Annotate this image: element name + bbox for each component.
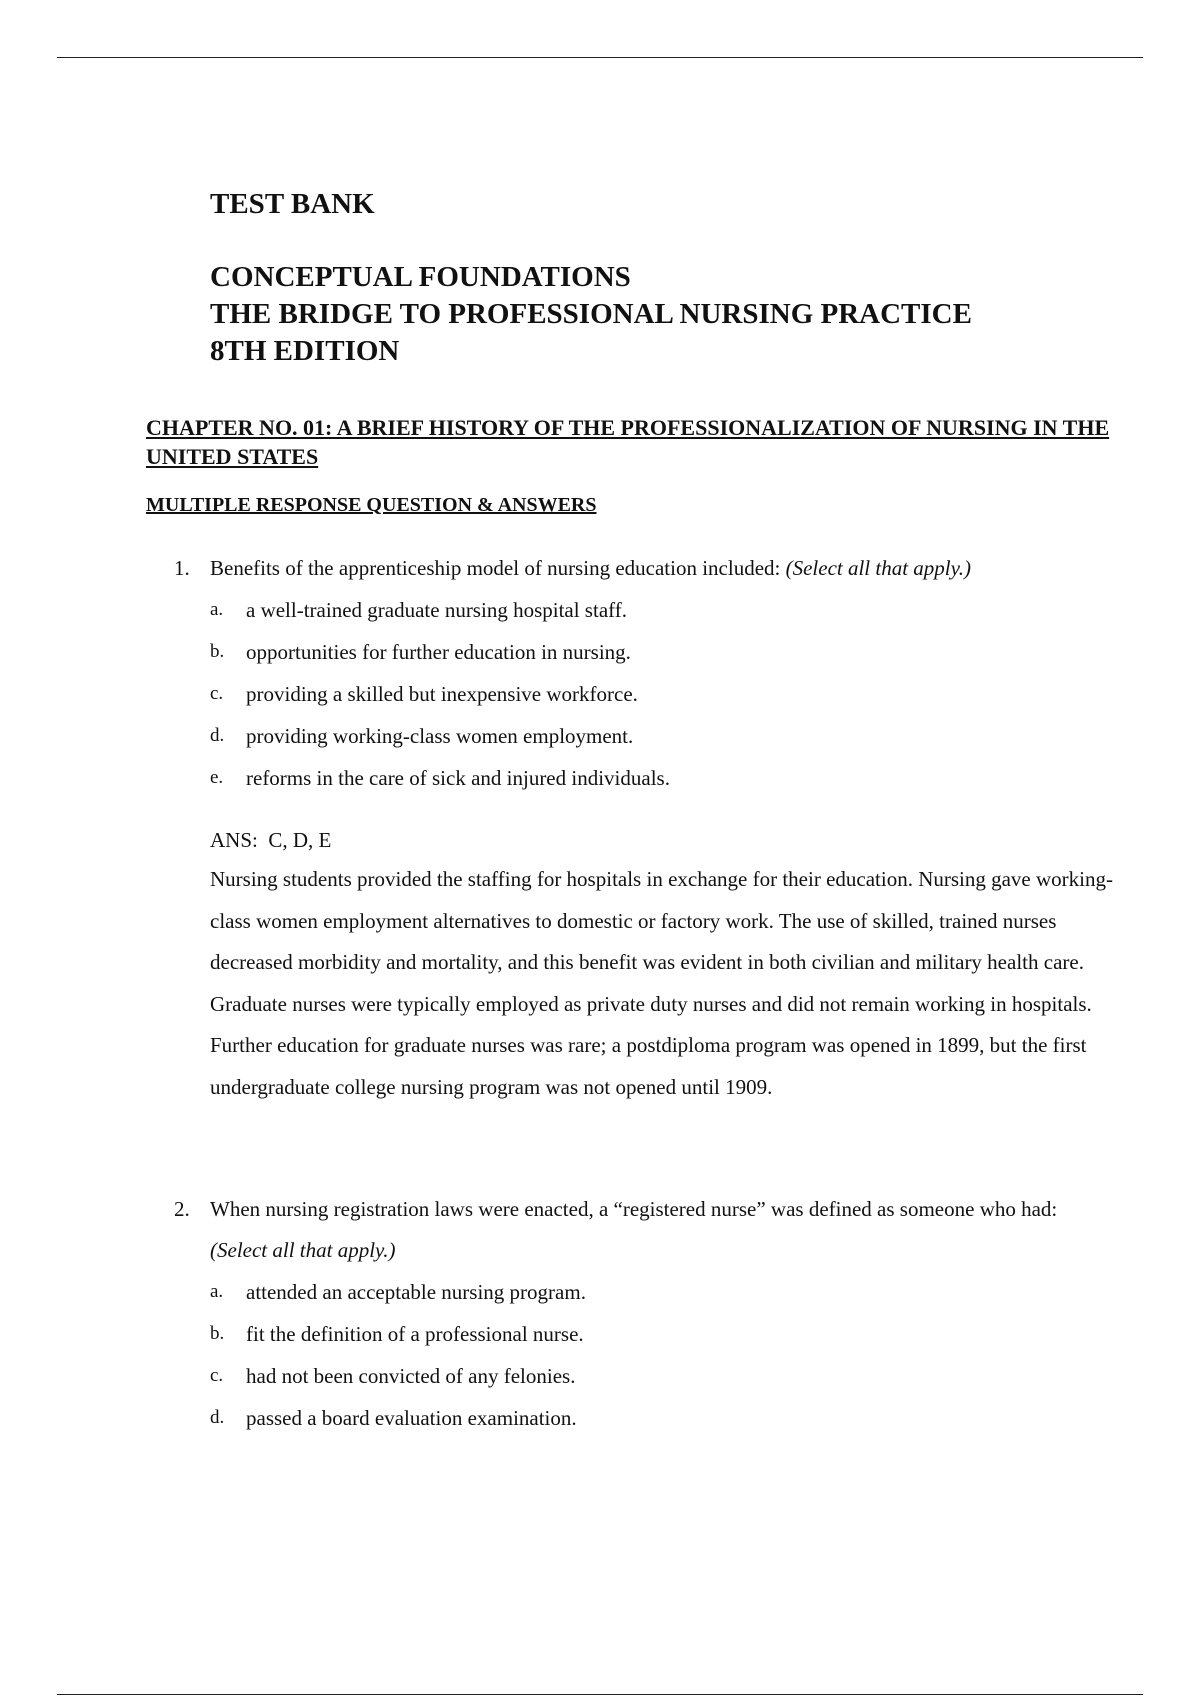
option-b — [0, 631, 1200, 673]
book-title-line-2: THE BRIDGE TO PROFESSIONAL NURSING PRACTICE — [210, 298, 972, 330]
option-d — [0, 1397, 1200, 1439]
bottom-rule — [57, 1694, 1143, 1695]
question-text: When nursing registration laws were enacted, a “registered nurse” was defined as someone who had: — [210, 1197, 1058, 1221]
option-text: reforms in the care of sick and injured individuals. — [246, 766, 670, 790]
option-text: attended an acceptable nursing program. — [246, 1280, 586, 1304]
option-text: providing a skilled but inexpensive workforce. — [246, 682, 638, 706]
question-instruction: (Select all that apply.) — [210, 1238, 396, 1262]
option-letter: b. — [210, 641, 225, 662]
option-text: a well-trained graduate nursing hospital staff. — [246, 598, 627, 622]
question-1 — [0, 548, 1200, 1108]
question-number: 2. — [174, 1197, 190, 1221]
title-block — [210, 186, 972, 370]
option-letter: c. — [210, 1365, 224, 1386]
top-rule — [57, 57, 1143, 58]
option-letter: d. — [210, 1407, 225, 1428]
book-title-line-1: CONCEPTUAL FOUNDATIONS — [210, 261, 631, 293]
answer-value: C, D, E — [268, 828, 332, 852]
option-d — [0, 715, 1200, 757]
question-stem — [0, 1189, 1110, 1271]
option-letter: d. — [210, 725, 225, 746]
option-b — [0, 1313, 1200, 1355]
answer-line — [210, 821, 1126, 859]
option-letter: e. — [210, 767, 224, 788]
option-text: passed a board evaluation examination. — [246, 1406, 577, 1430]
section-title: MULTIPLE RESPONSE QUESTION & ANSWERS — [146, 494, 597, 516]
option-text: fit the definition of a professional nurse. — [246, 1322, 584, 1346]
chapter-title: CHAPTER NO. 01: A BRIEF HISTORY OF THE PROFESSIONALIZATION OF NURSING IN THE UNITED STATES — [146, 415, 1110, 469]
options-list — [0, 1271, 1200, 1439]
question-stem — [0, 548, 1110, 589]
option-a — [0, 1271, 1200, 1313]
option-letter: a. — [210, 599, 224, 620]
answer-rationale: Nursing students provided the staffing for hospitals in exchange for their education. Nursing gave working-class women employment alternatives to domestic or factory work. The use of skilled, trained nurses decreased morbidity and mortality, and this benefit was evident in both civilian and military health care. Graduate nurses were typically employed as private duty nurses and did not remain working in hospitals. Further education for graduate nurses was rare; a postdiploma program was opened in 1899, but the first undergraduate college nursing program was not opened until 1909. — [210, 867, 1113, 1099]
test-bank-heading: TEST BANK — [210, 188, 375, 220]
answer-block — [0, 821, 1126, 1108]
question-2 — [0, 1189, 1200, 1439]
options-list — [0, 589, 1200, 799]
option-a — [0, 589, 1200, 631]
question-text: Benefits of the apprenticeship model of nursing education included: — [210, 556, 781, 580]
option-c — [0, 1355, 1200, 1397]
answer-label: ANS: — [210, 828, 258, 852]
option-e — [0, 757, 1200, 799]
question-number: 1. — [174, 556, 190, 580]
option-c — [0, 673, 1200, 715]
option-text: providing working-class women employment. — [246, 724, 634, 748]
option-letter: b. — [210, 1323, 225, 1344]
option-text: had not been convicted of any felonies. — [246, 1364, 576, 1388]
edition: 8TH EDITION — [210, 335, 400, 367]
option-letter: c. — [210, 683, 224, 704]
question-instruction: (Select all that apply.) — [785, 556, 972, 580]
option-text: opportunities for further education in nursing. — [246, 640, 631, 664]
option-letter: a. — [210, 1281, 224, 1302]
